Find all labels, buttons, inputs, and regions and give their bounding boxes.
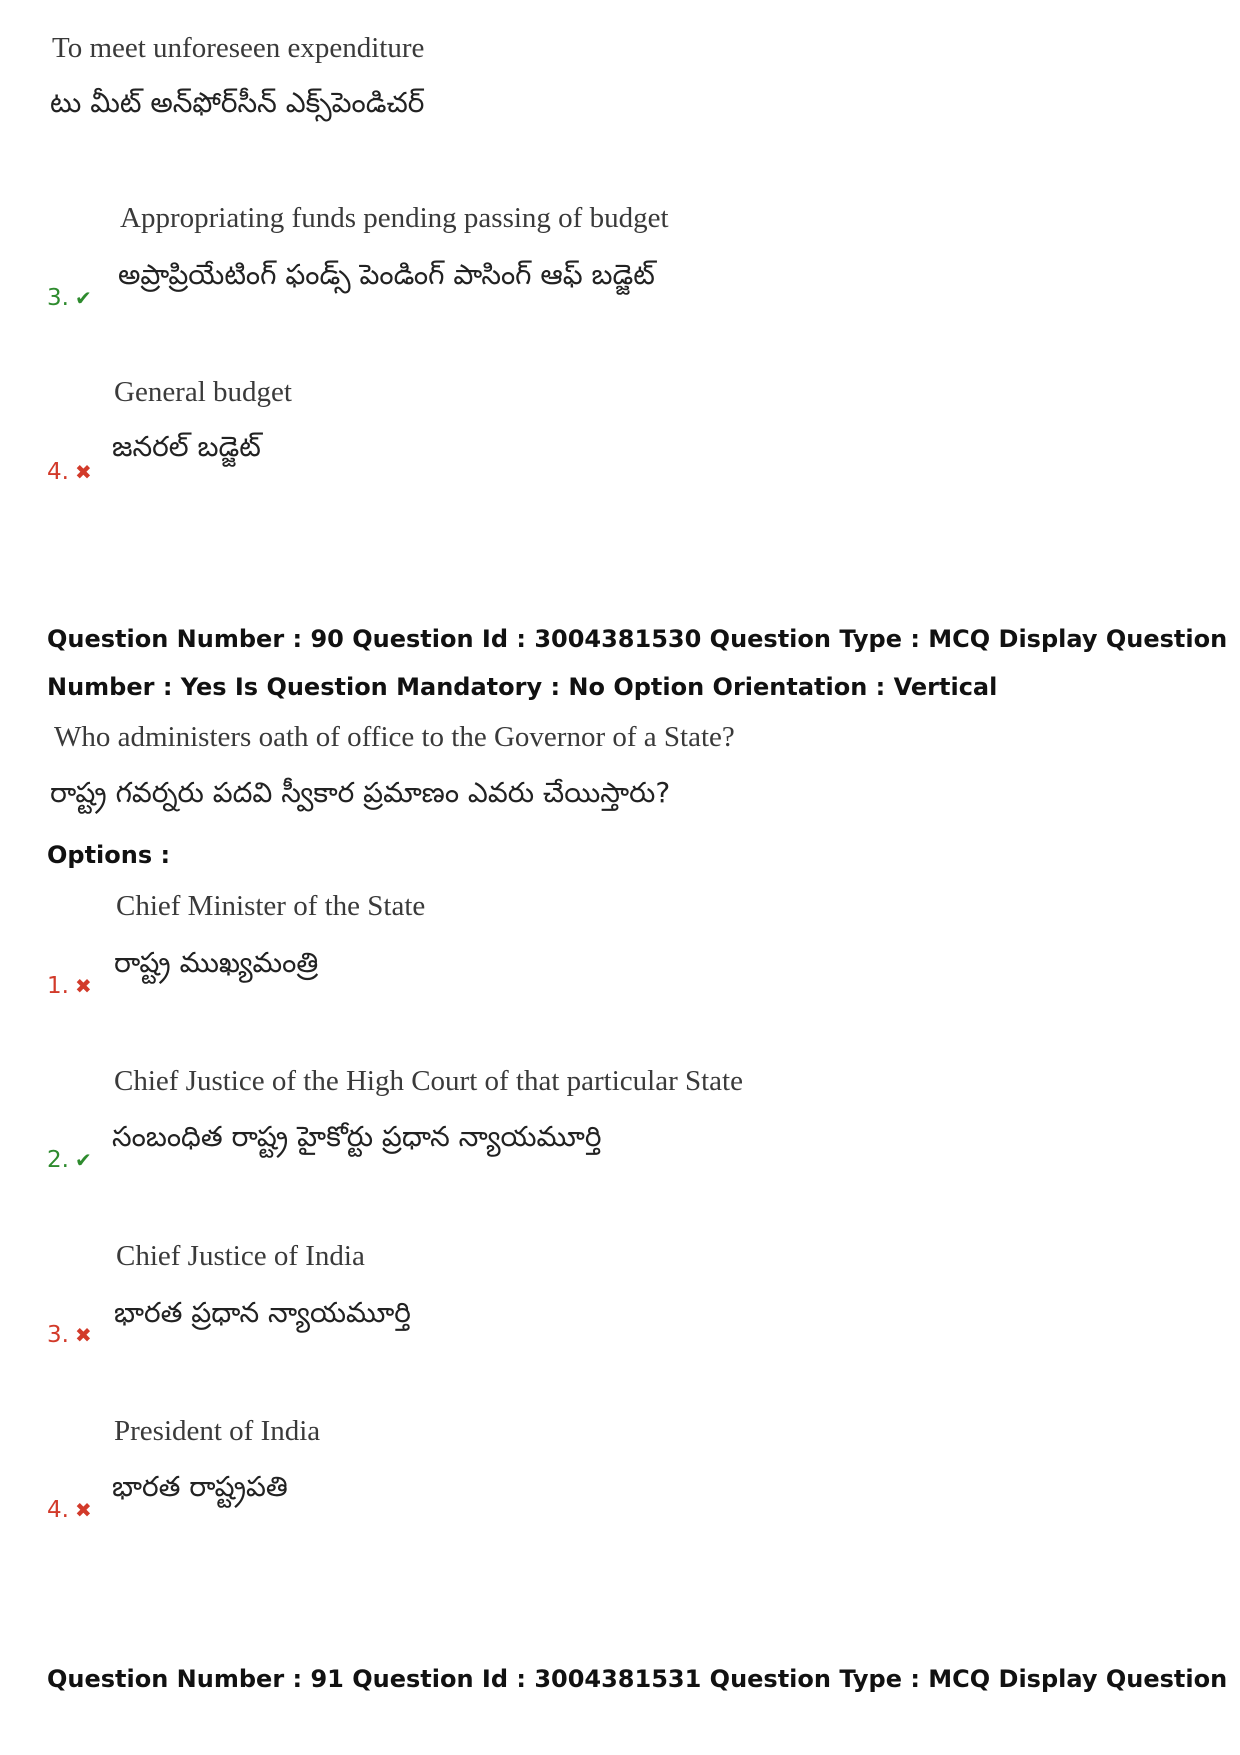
q90-question-english: Who administers oath of office to the Governor of a State? bbox=[54, 721, 735, 753]
q90-option2-english: Chief Justice of the High Court of that particular State bbox=[114, 1065, 743, 1097]
cross-icon: ✖ bbox=[74, 974, 92, 998]
q90-option4-telugu: భారత రాష్ట్రపతి bbox=[112, 1470, 288, 1503]
prev-option2-telugu: టు మీట్ అన్‌ఫోర్‌సీన్ ఎక్స్‌పెండిచర్ bbox=[50, 86, 425, 119]
cross-icon: ✖ bbox=[74, 1498, 92, 1522]
check-icon: ✔ bbox=[74, 1148, 92, 1172]
q90-meta-line1: Question Number : 90 Question Id : 3004381530 Question Type : MCQ Display Question bbox=[47, 625, 1228, 653]
q90-option1-number bbox=[47, 973, 92, 999]
prev-option3-number-label: 3. bbox=[47, 285, 69, 311]
q90-option2-telugu: సంబంధిత రాష్ట్ర హైకోర్టు ప్రధాన న్యాయమూర్తి bbox=[112, 1120, 602, 1153]
q90-option1-telugu: రాష్ట్ర ముఖ్యమంత్రి bbox=[114, 946, 319, 979]
q90-option1-number-label: 1. bbox=[47, 973, 69, 999]
q90-option4-number bbox=[47, 1497, 92, 1523]
check-icon: ✔ bbox=[74, 286, 92, 310]
q90-question-telugu: రాష్ట్ర గవర్నరు పదవి స్వీకార ప్రమాణం ఎవరు చేయిస్తారు? bbox=[50, 776, 671, 809]
cross-icon: ✖ bbox=[74, 460, 92, 484]
prev-option3-english: Appropriating funds pending passing of budget bbox=[120, 202, 669, 234]
q91-meta-line1: Question Number : 91 Question Id : 3004381531 Question Type : MCQ Display Question bbox=[47, 1665, 1228, 1693]
prev-option4-number bbox=[47, 459, 92, 485]
q90-option3-telugu: భారత ప్రధాన న్యాయమూర్తి bbox=[114, 1296, 411, 1329]
q90-options-label: Options : bbox=[47, 841, 171, 869]
prev-option4-number-label: 4. bbox=[47, 459, 69, 485]
q90-option4-english: President of India bbox=[114, 1415, 321, 1447]
q90-option3-number-label: 3. bbox=[47, 1322, 69, 1348]
cross-icon: ✖ bbox=[74, 1323, 92, 1347]
q90-option1-english: Chief Minister of the State bbox=[116, 890, 426, 922]
q90-option4-number-label: 4. bbox=[47, 1497, 69, 1523]
q90-option2-number bbox=[47, 1147, 92, 1173]
q90-option2-number-label: 2. bbox=[47, 1147, 69, 1173]
q90-option3-english: Chief Justice of India bbox=[116, 1240, 365, 1272]
prev-option4-english: General budget bbox=[114, 376, 292, 408]
prev-option3-number bbox=[47, 285, 92, 311]
q90-option3-number bbox=[47, 1322, 92, 1348]
prev-option2-english: To meet unforeseen expenditure bbox=[52, 32, 425, 64]
prev-option4-telugu: జనరల్ బడ్జెట్ bbox=[112, 430, 261, 463]
prev-option3-telugu: అప్రాప్రియేటింగ్ ఫండ్స్ పెండింగ్ పాసింగ్ ఆఫ్ బడ్జెట్ bbox=[118, 258, 655, 291]
q90-meta-line2: Number : Yes Is Question Mandatory : No Option Orientation : Vertical bbox=[47, 673, 998, 701]
